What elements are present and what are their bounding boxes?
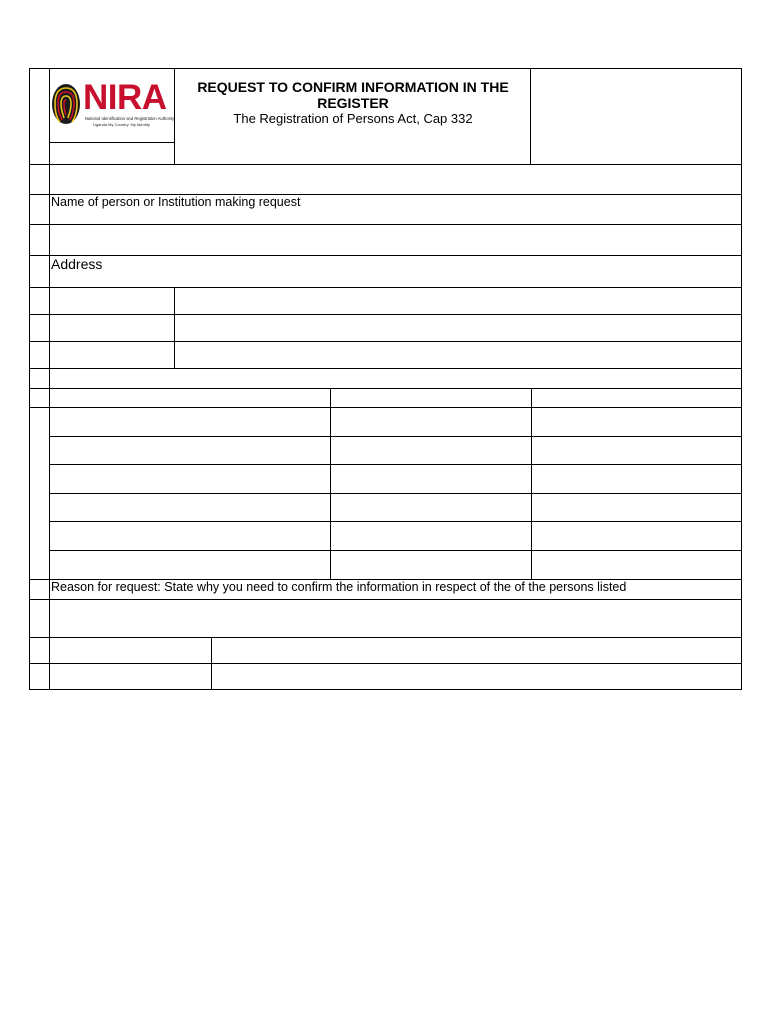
signature-field[interactable] [212, 638, 740, 663]
requester-name-label: Name of person or Institution making request [51, 195, 301, 209]
border-line [29, 68, 30, 690]
logo-wordmark: NIRA [83, 78, 167, 117]
address-line-2-field[interactable] [175, 315, 740, 341]
border-line [49, 68, 50, 690]
form-title: REQUEST TO CONFIRM INFORMATION IN THE REGISTER [197, 79, 509, 111]
border-line [49, 550, 742, 551]
logo-tagline: Uganda My Country. My Identity [93, 122, 150, 127]
border-line [29, 255, 742, 256]
requester-name-field[interactable] [50, 225, 740, 255]
border-line [49, 436, 742, 437]
border-line [741, 68, 742, 690]
border-line [29, 388, 742, 389]
border-line [531, 388, 532, 580]
border-line [49, 464, 742, 465]
address-line-1-field[interactable] [175, 288, 740, 314]
date-field[interactable] [212, 664, 740, 689]
border-line [49, 521, 742, 522]
border-line [29, 407, 742, 408]
reason-label: Reason for request: State why you need to confirm the information in respect of the of the persons listed [51, 580, 627, 594]
form-subtitle: The Registration of Persons Act, Cap 332 [233, 111, 473, 126]
border-line [49, 493, 742, 494]
border-line [49, 142, 175, 143]
logo-fullname: National Identification and Registration Authority [85, 116, 175, 121]
border-line [330, 388, 331, 580]
border-line [29, 689, 742, 690]
border-line [29, 368, 742, 369]
address-label: Address [51, 256, 103, 272]
border-line [530, 68, 531, 164]
border-line [29, 68, 742, 69]
border-line [29, 164, 742, 165]
reason-field[interactable] [50, 600, 740, 637]
nira-logo [51, 78, 175, 130]
fingerprint-icon [51, 82, 81, 126]
address-line-3-field[interactable] [175, 342, 740, 368]
